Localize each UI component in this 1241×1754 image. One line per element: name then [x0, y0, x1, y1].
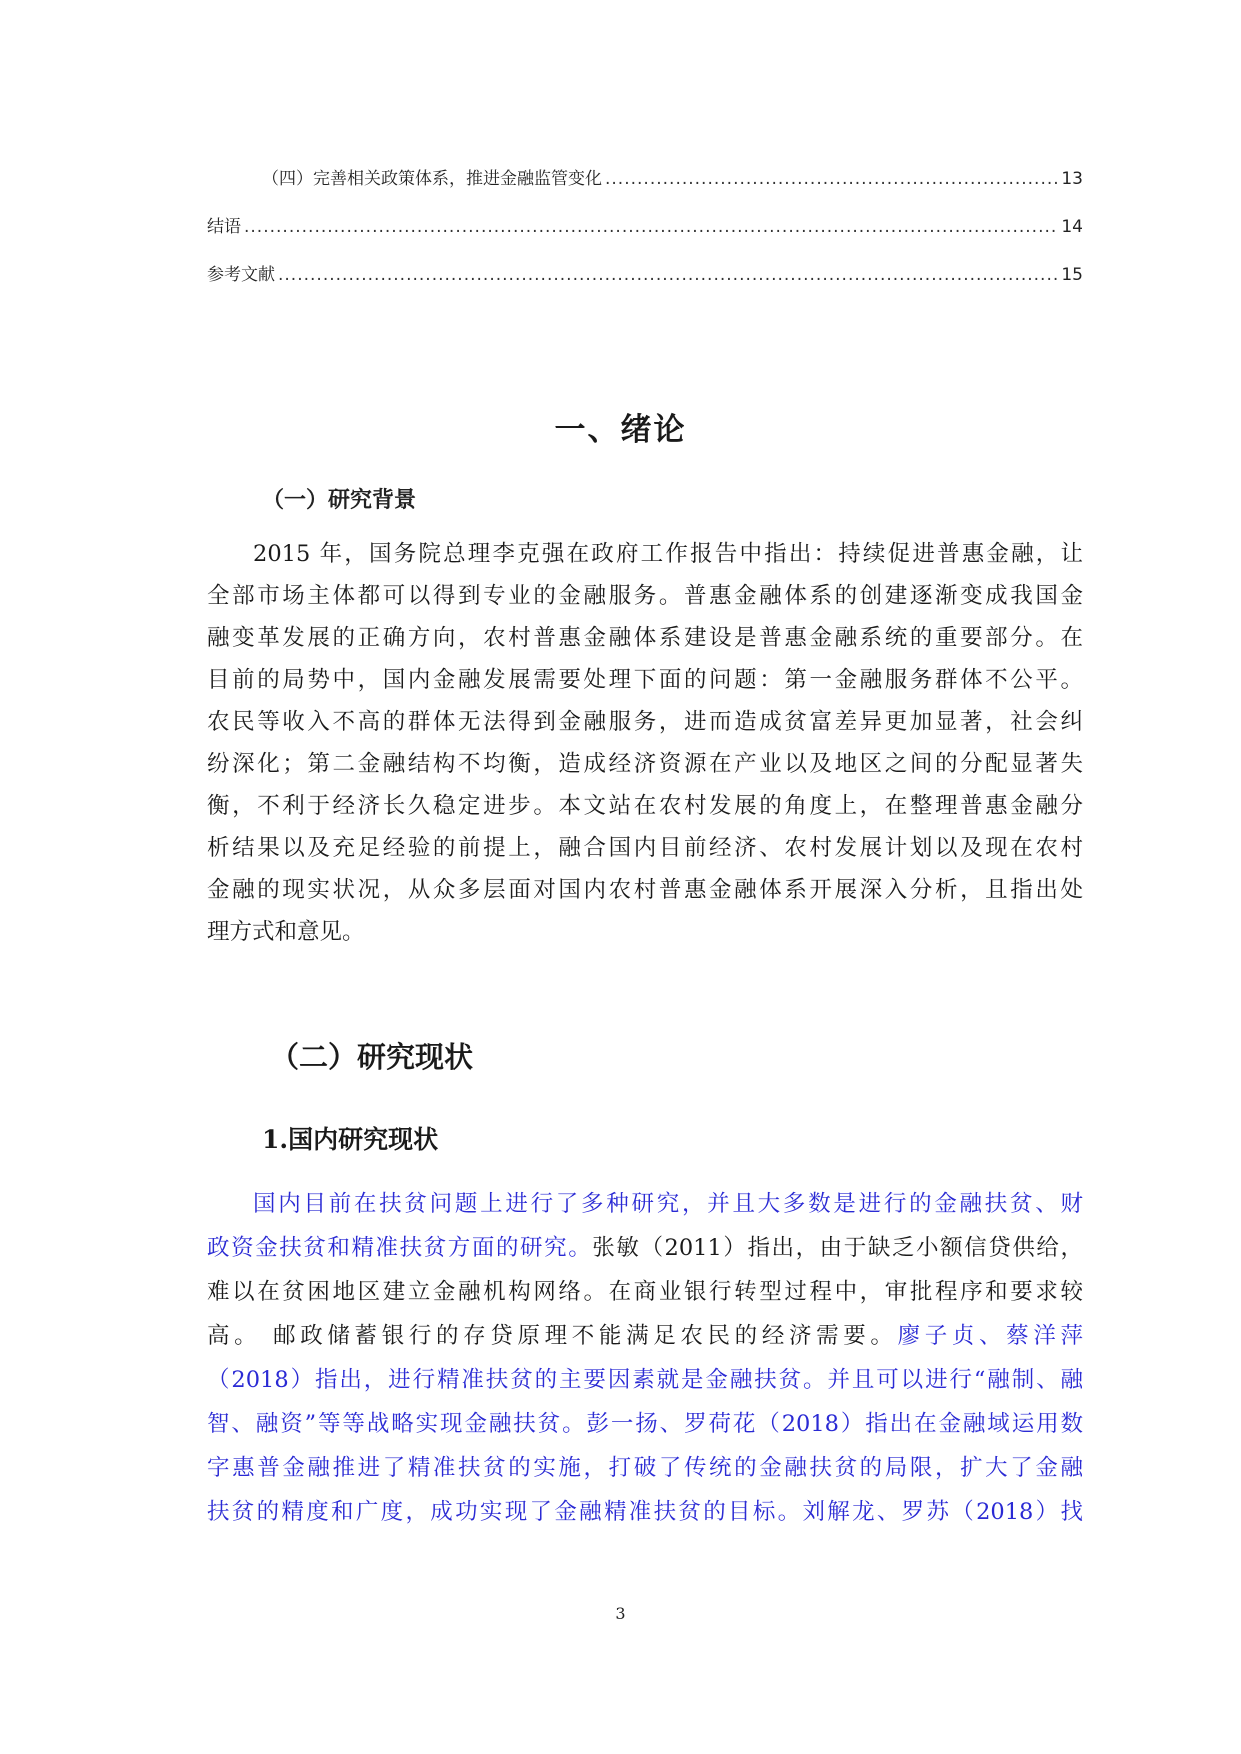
toc-entry[interactable] — [207, 260, 1083, 285]
paragraph-line: 理方式和意见。 — [207, 919, 365, 945]
toc-leader-dots — [605, 169, 1058, 189]
paragraph-line: 纷深化；第二金融结构不均衡，造成经济资源在产业以及地区之间的分配显著失 — [207, 751, 1083, 777]
toc-entry-label: 参考文献 — [207, 265, 275, 285]
paragraph-line: 析结果以及充足经验的前提上，融合国内目前经济、农村发展计划以及现在农村 — [207, 835, 1083, 861]
section-heading: （一）研究背景 — [262, 487, 417, 513]
paragraph-line: 2015 年，国务院总理李克强在政府工作报告中指出：持续促进普惠金融，让 — [253, 541, 1083, 567]
page-number: 3 — [615, 1604, 626, 1623]
toc-entry-page: 13 — [1061, 169, 1083, 189]
paragraph-line: 融变革发展的正确方向，农村普惠金融体系建设是普惠金融系统的重要部分。在 — [207, 625, 1083, 651]
paragraph-line: 目前的局势中，国内金融发展需要处理下面的问题：第一金融服务群体不公平。 — [207, 667, 1083, 693]
paragraph-line: （2018）指出，进行精准扶贫的主要因素就是金融扶贫。并且可以进行“融制、融 — [207, 1367, 1083, 1393]
paragraph-line: 扶贫的精度和广度，成功实现了金融精准扶贫的目标。刘解龙、罗苏（2018）找 — [207, 1499, 1083, 1525]
paragraph-line: 农民等收入不高的群体无法得到金融服务，进而造成贫富差异更加显著，社会纠 — [207, 709, 1083, 735]
paragraph-text: 张敏（2011）指出，由于缺乏小额信贷供给， — [592, 1235, 1083, 1261]
subsection-heading: 1.国内研究现状 — [262, 1125, 439, 1154]
toc-entry-label: 结语 — [207, 217, 241, 237]
paragraph-line: 全部市场主体都可以得到专业的金融服务。普惠金融体系的创建逐渐变成我国金 — [207, 583, 1083, 609]
paragraph-line — [207, 1320, 1083, 1352]
toc-leader-dots — [244, 217, 1058, 237]
toc-entry-label: （四）完善相关政策体系，推进金融监管变化 — [262, 169, 602, 189]
highlighted-text: 政资金扶贫和精准扶贫方面的研究。 — [207, 1235, 593, 1261]
paragraph-line: 智、融资”等等战略实现金融扶贫。彭一扬、罗荷花（2018）指出在金融域运用数 — [207, 1411, 1083, 1437]
chapter-title: 一、绪论 — [554, 412, 687, 448]
toc-entry-page: 15 — [1061, 265, 1083, 285]
paragraph-line — [207, 1232, 1083, 1264]
toc-entry[interactable] — [207, 212, 1083, 237]
toc-entry-page: 14 — [1061, 217, 1083, 237]
paragraph-line: 国内目前在扶贫问题上进行了多种研究，并且大多数是进行的金融扶贫、财 — [253, 1191, 1083, 1217]
paragraph-text: 高。 邮政储蓄银行的存贷原理不能满足农民的经济需要。 — [207, 1323, 898, 1349]
paragraph-line: 金融的现实状况，从众多层面对国内农村普惠金融体系开展深入分析，且指出处 — [207, 877, 1083, 903]
toc-leader-dots — [278, 265, 1058, 285]
toc-entry[interactable] — [262, 164, 1083, 189]
highlighted-text: 廖子贞、蔡洋萍 — [897, 1323, 1083, 1349]
paragraph-line: 衡，不利于经济长久稳定进步。本文站在农村发展的角度上，在整理普惠金融分 — [207, 793, 1083, 819]
paragraph-line: 难以在贫困地区建立金融机构网络。在商业银行转型过程中，审批程序和要求较 — [207, 1279, 1083, 1305]
paragraph-line: 字惠普金融推进了精准扶贫的实施，打破了传统的金融扶贫的局限，扩大了金融 — [207, 1455, 1083, 1481]
section-heading: （二）研究现状 — [270, 1040, 474, 1074]
